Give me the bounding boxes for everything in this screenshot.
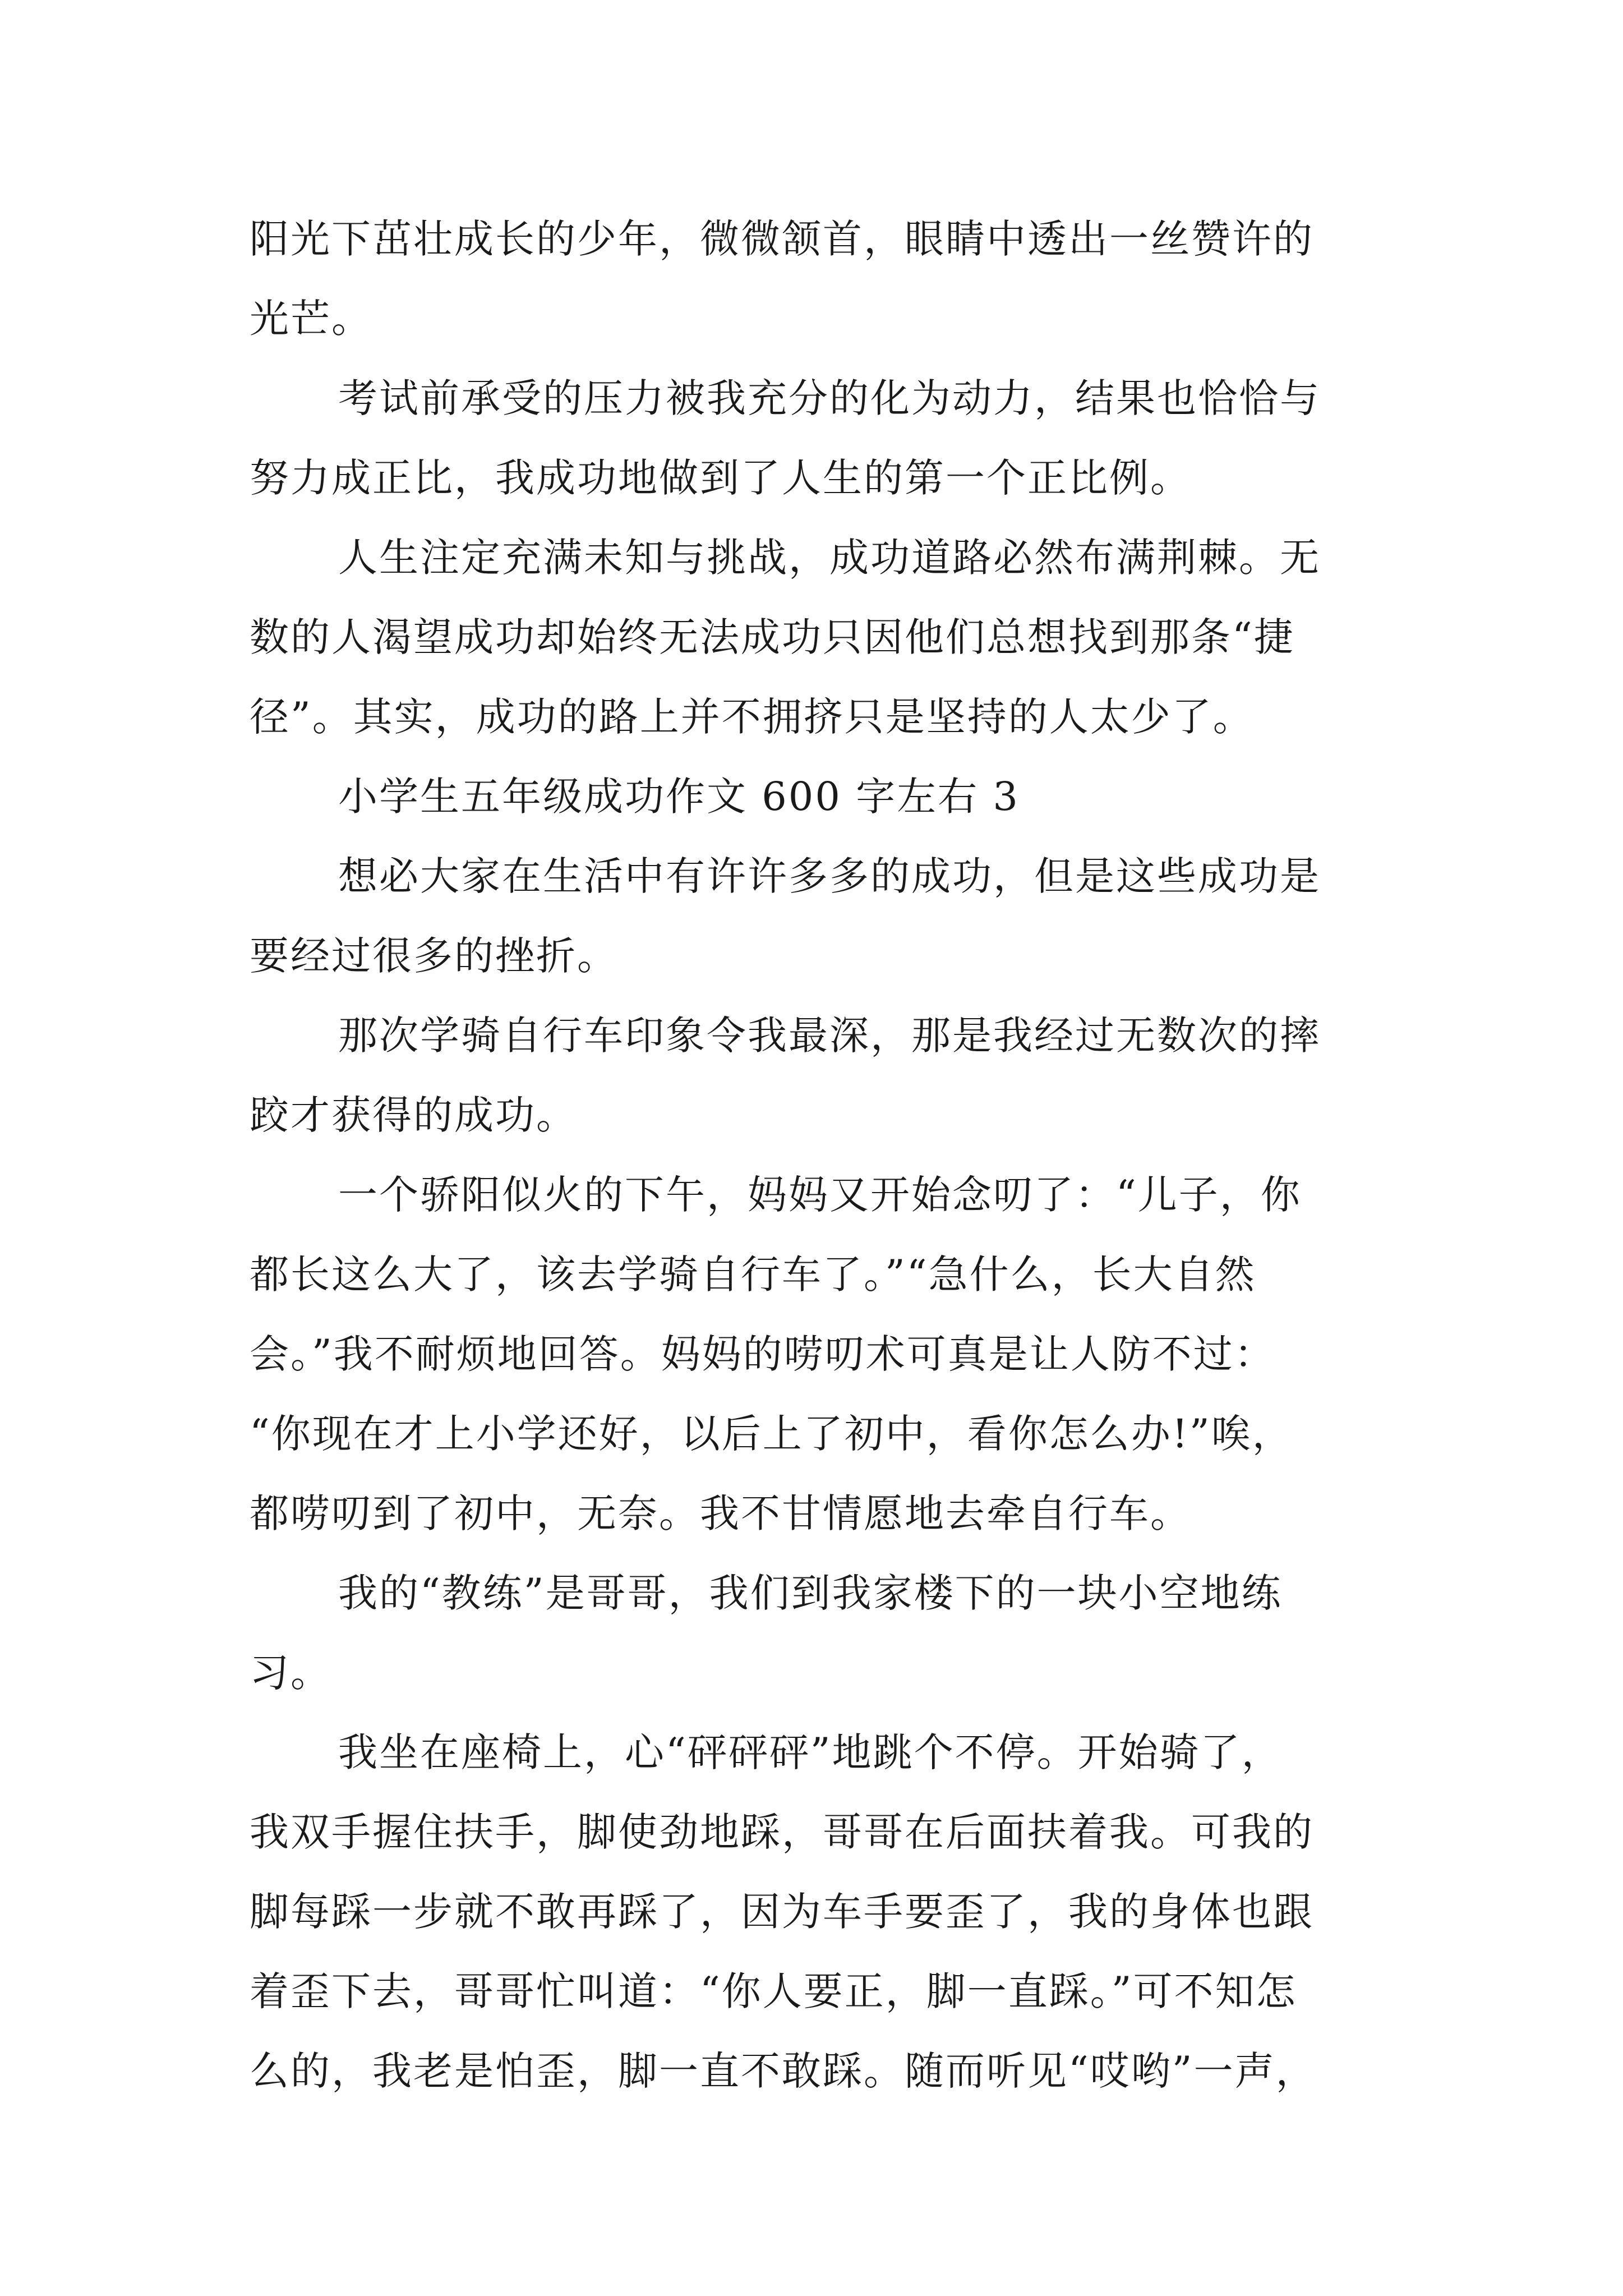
text-line bbox=[250, 1792, 1388, 1872]
text-line bbox=[250, 1872, 1388, 1952]
text-line bbox=[250, 1474, 1388, 1553]
text-line bbox=[250, 836, 1388, 916]
text-line bbox=[250, 677, 1388, 757]
text-line-content: 脚每踩一步就不敢再踩了，因为车手要歪了，我的身体也跟 bbox=[250, 1889, 1314, 1935]
text-line-content: 人生注定充满未知与挑战，成功道路必然布满荆棘。无 bbox=[338, 535, 1321, 581]
text-line bbox=[250, 1633, 1388, 1713]
text-line-content: 都唠叨到了初中，无奈。我不甘情愿地去牵自行车。 bbox=[250, 1490, 1191, 1536]
text-line-content: 数的人渴望成功却始终无法成功只因他们总想找到那条“捷 bbox=[250, 614, 1295, 660]
document-body bbox=[250, 199, 1388, 2111]
text-line-content: 那次学骑自行车印象令我最深，那是我经过无数次的摔 bbox=[338, 1013, 1321, 1059]
section-heading bbox=[250, 757, 1388, 836]
text-line bbox=[250, 1155, 1388, 1235]
text-line bbox=[250, 1235, 1388, 1314]
text-line-content: 我双手握住扶手，脚使劲地踩，哥哥在后面扶着我。可我的 bbox=[250, 1809, 1314, 1855]
text-line-content: 都长这么大了，该去学骑自行车了。”“急什么，长大自然 bbox=[250, 1251, 1256, 1297]
text-line bbox=[250, 1713, 1388, 1792]
text-line bbox=[250, 199, 1388, 279]
text-line bbox=[250, 279, 1388, 358]
text-line bbox=[250, 1314, 1388, 1394]
text-line bbox=[250, 358, 1388, 438]
text-line bbox=[250, 996, 1388, 1075]
text-line bbox=[250, 438, 1388, 518]
text-line-content: 跤才获得的成功。 bbox=[250, 1092, 577, 1138]
text-line bbox=[250, 1394, 1388, 1474]
text-line-content: 光芒。 bbox=[250, 296, 372, 342]
text-line-content: 我坐在座椅上，心“砰砰砰”地跳个不停。开始骑了， bbox=[338, 1729, 1283, 1775]
text-line-content: 径”。其实，成功的路上并不拥挤只是坚持的人太少了。 bbox=[250, 694, 1254, 740]
text-line bbox=[250, 1075, 1388, 1155]
text-line-content: 阳光下茁壮成长的少年，微微颔首，眼睛中透出一丝赞许的 bbox=[250, 216, 1314, 262]
text-line bbox=[250, 916, 1388, 996]
text-line-content: 我的“教练”是哥哥，我们到我家楼下的一块小空地练 bbox=[338, 1570, 1283, 1616]
text-line-content: 要经过很多的挫折。 bbox=[250, 933, 618, 979]
section-heading-text: 小学生五年级成功作文 600 字左右 3 bbox=[338, 774, 1020, 820]
text-line-content: 想必大家在生活中有许许多多的成功，但是这些成功是 bbox=[338, 853, 1321, 899]
text-line-content: 一个骄阳似火的下午，妈妈又开始念叨了：“儿子，你 bbox=[338, 1172, 1302, 1218]
text-line-content: 习。 bbox=[250, 1650, 331, 1696]
text-line-content: 努力成正比，我成功地做到了人生的第一个正比例。 bbox=[250, 455, 1191, 501]
text-line-content: 考试前承受的压力被我充分的化为动力，结果也恰恰与 bbox=[338, 375, 1321, 421]
text-line bbox=[250, 1553, 1388, 1633]
text-line bbox=[250, 2031, 1388, 2111]
text-line bbox=[250, 1952, 1388, 2031]
text-line-content: 会。”我不耐烦地回答。妈妈的唠叨术可真是让人防不过： bbox=[250, 1331, 1275, 1377]
text-line-content: “你现在才上小学还好，以后上了初中，看你怎么办!”唉， bbox=[250, 1411, 1293, 1457]
text-line-content: 着歪下去，哥哥忙叫道：“你人要正，脚一直踩。”可不知怎 bbox=[250, 1968, 1297, 2014]
text-line bbox=[250, 597, 1388, 677]
text-line-content: 么的，我老是怕歪，脚一直不敢踩。随而听见“哎哟”一声， bbox=[250, 2048, 1317, 2094]
text-line bbox=[250, 518, 1388, 597]
